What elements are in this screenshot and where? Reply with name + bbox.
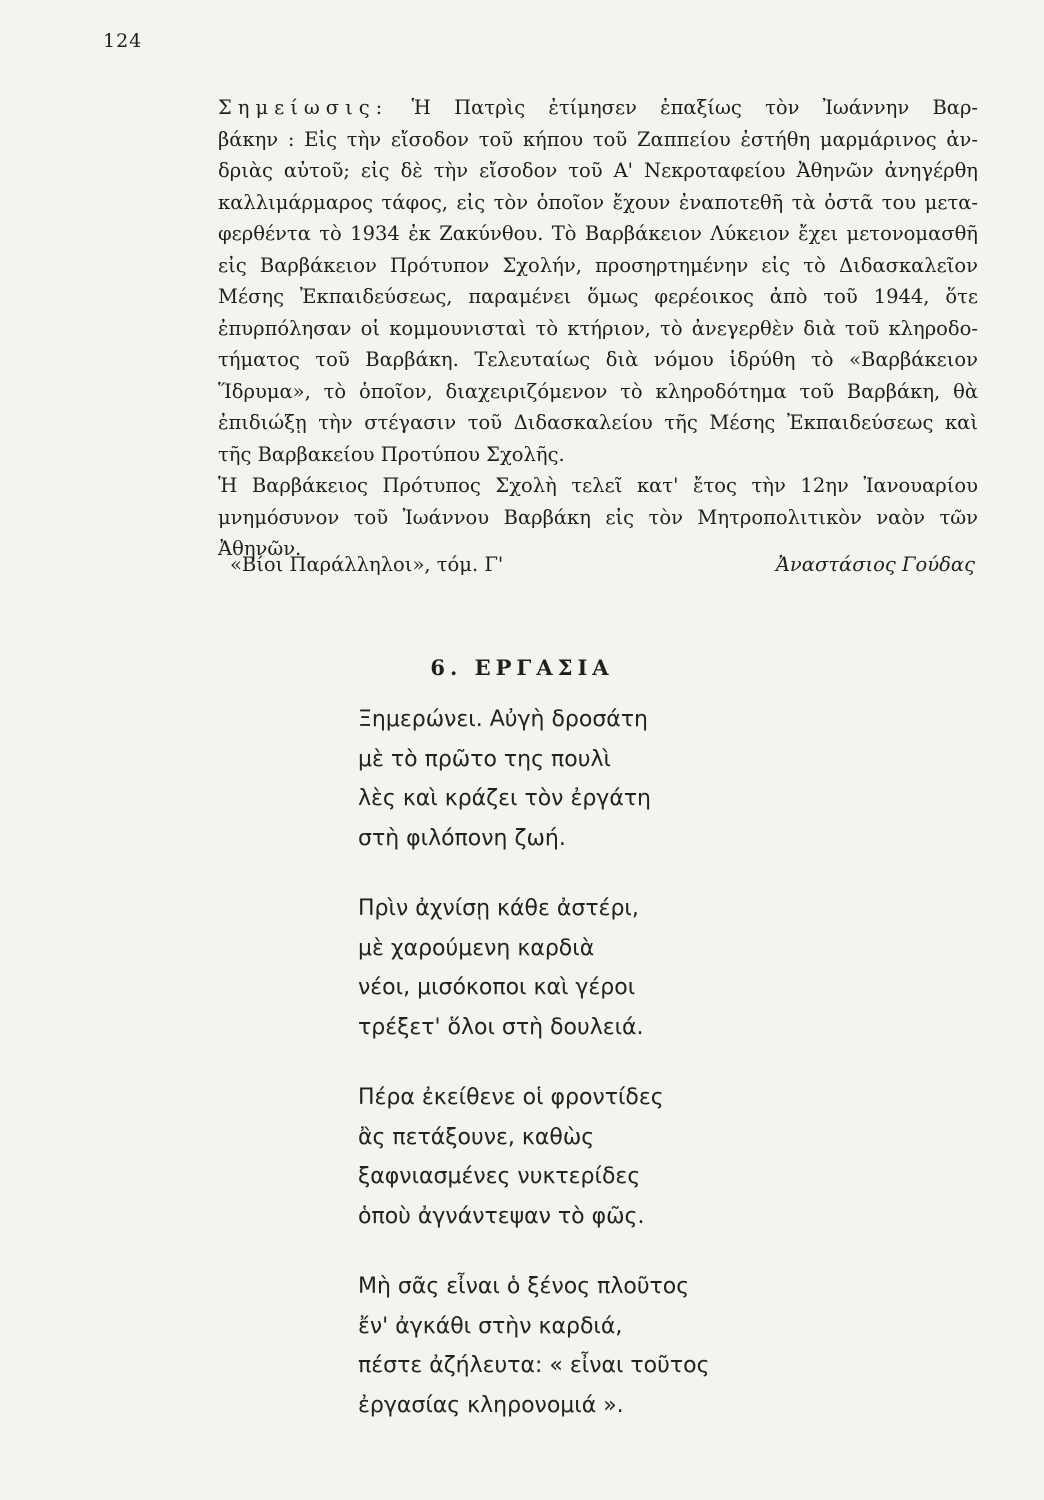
poem-verse: ξαφνιασμένες νυκτερίδες — [358, 1164, 641, 1189]
poem-verse: Ξημερώνει. Αὐγὴ δροσάτη — [358, 707, 648, 732]
note-line: Σημείωσις: Ἡ Πατρὶς ἐτίμησεν ἐπαξίως τὸν Ἰωάννην Βαρ- — [218, 96, 978, 119]
note-line: τῆς Βαρβακείου Προτύπου Σχολῆς. — [218, 442, 565, 466]
poem-verse: ἂς πετάξουνε, καθὼς — [358, 1124, 595, 1150]
poem-stanza — [358, 889, 709, 1047]
note-line: Μέσης Ἐκπαιδεύσεως, παραμένει ὅμως φερέοικος ἀπὸ τοῦ 1944, ὅτε — [218, 285, 978, 308]
poem-verse: τρέξετ' ὅλοι στὴ δουλειά. — [358, 1014, 644, 1040]
poem-stanza — [358, 1078, 709, 1236]
note-line: καλλιμάρμαρος τάφος, εἰς τὸν ὁποῖον ἔχουν ἐναποτεθῆ τὰ ὀστᾶ του μετα- — [218, 190, 978, 214]
source-book: «Βίοι Παράλληλοι», τόμ. Γ' — [230, 553, 504, 576]
note-line: ἐπυρπόλησαν οἱ κομμουνισταὶ τὸ κτήριον, τὸ ἀνεγερθὲν διὰ τοῦ κληροδο- — [218, 316, 978, 340]
page-number: 124 — [103, 30, 143, 52]
note-block — [218, 92, 978, 565]
note-line: μνημόσυνον τοῦ Ἰωάννου Βαρβάκη εἰς τὸν Μητροπολιτικὸν ναὸν τῶν — [218, 505, 978, 529]
note-line: Ἡ Βαρβάκειος Πρότυπος Σχολὴ τελεῖ κατ' ἔτος τὴν 12ην Ἰανουαρίου — [218, 474, 978, 497]
poem-verse: λὲς καὶ κράζει τὸν ἐργάτη — [358, 786, 652, 811]
note-line: τήματος τοῦ Βαρβάκη. Τελευταίως διὰ νόμου ἱδρύθη τὸ «Βαρβάκειον — [218, 348, 978, 371]
poem-verse: μὲ τὸ πρῶτο της πουλὶ — [358, 746, 611, 772]
poem-verse: Μὴ σᾶς εἶναι ὁ ξένος πλοῦτος — [358, 1274, 690, 1299]
poem-verse: Πρὶν ἀχνίσῃ κάθε ἀστέρι, — [358, 896, 639, 921]
poem-verse: νέοι, μισόκοποι καὶ γέροι — [358, 975, 636, 1000]
poem-title: 6. ΕΡΓΑΣΙΑ — [430, 655, 614, 680]
poem-verse: Πέρα ἐκείθενε οἱ φροντίδες — [358, 1085, 664, 1110]
note-line: βάκην : Εἰς τὴν εἴσοδον τοῦ κήπου τοῦ Ζαππείου ἐστήθη μαρμάρινος ἀν- — [218, 127, 978, 151]
poem-verse: ἐργασίας κληρονομιά ». — [358, 1392, 624, 1418]
poem-verse: ὁποὺ ἀγνάντεψαν τὸ φῶς. — [358, 1203, 645, 1229]
poem-verse: ἔν' ἀγκάθι στὴν καρδιά, — [358, 1313, 623, 1339]
note-label: Σημείωσις: — [218, 96, 389, 119]
note-line: φερθέντα τὸ 1934 ἐκ Ζακύνθου. Τὸ Βαρβάκειον Λύκειον ἔχει μετονομασθῆ — [218, 222, 978, 245]
poem-stanza — [358, 1267, 709, 1425]
note-line: ἐπιδιώξῃ τὴν στέγασιν τοῦ Διδασκαλείου τῆς Μέσης Ἐκπαιδεύσεως καὶ — [218, 411, 978, 434]
poem — [358, 700, 709, 1456]
note-line: Ἀθηνῶν. — [218, 537, 302, 560]
poem-verse: μὲ χαρούμενη καρδιὰ — [358, 935, 595, 961]
source-author: Ἀναστάσιος Γούδας — [775, 553, 975, 576]
note-line: εἰς Βαρβάκειον Πρότυπον Σχολήν, προσηρτημένην εἰς τὸ Διδασκαλεῖον — [218, 253, 978, 277]
poem-stanza — [358, 700, 709, 858]
poem-verse: στὴ φιλόπονη ζωή. — [358, 825, 566, 851]
poem-verse: πέστε ἀζήλευτα: « εἶναι τοῦτος — [358, 1353, 710, 1378]
note-line: δριὰς αὐτοῦ; εἰς δὲ τὴν εἴσοδον τοῦ Α' Νεκροταφείου Ἀθηνῶν ἀνηγέρθη — [218, 159, 978, 182]
note-line: Ἵδρυμα», τὸ ὁποῖον, διαχειριζόμενον τὸ κληροδότημα τοῦ Βαρβάκη, θὰ — [218, 379, 978, 403]
